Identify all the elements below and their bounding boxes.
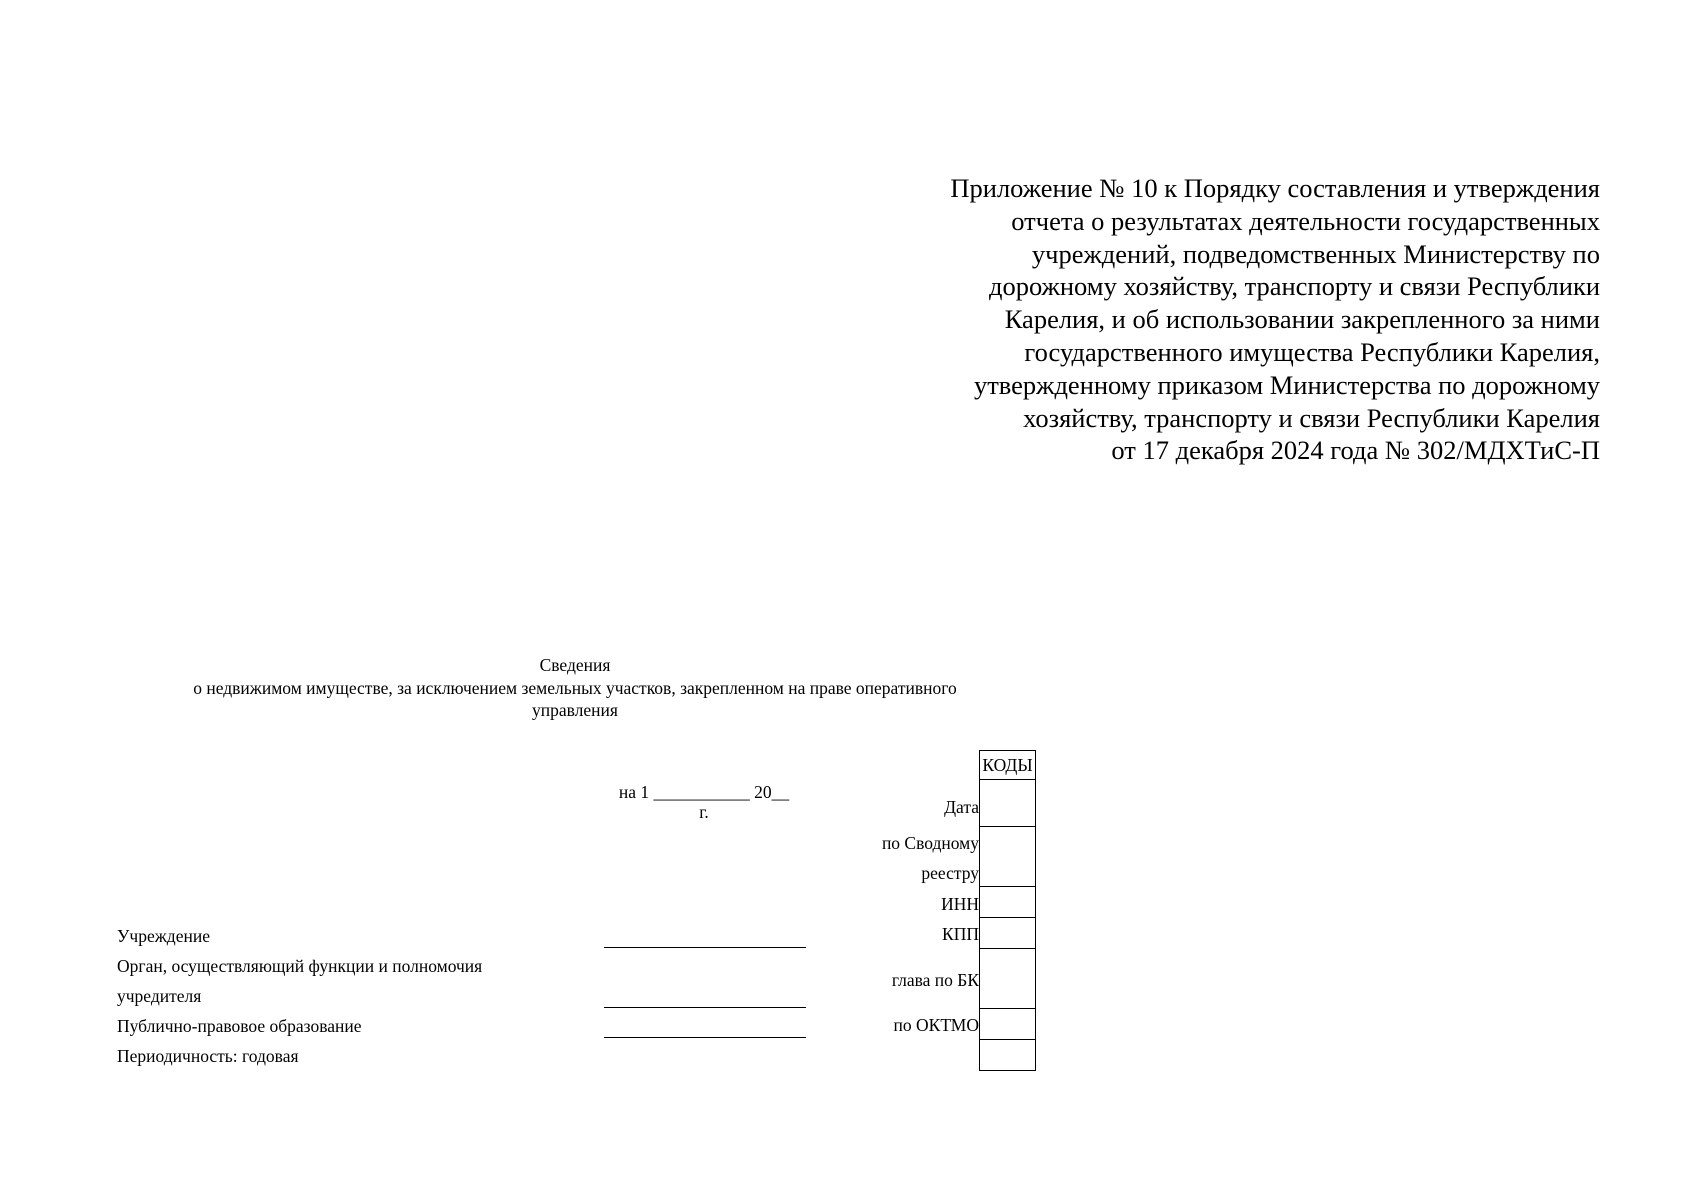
appendix-line: дорожному хозяйству, транспорту и связи Республики (988, 271, 1600, 302)
registry-label-cont: реестру (921, 863, 979, 883)
founder-label: Орган, осуществляющий функции и полномочия (117, 956, 483, 976)
oktmo-code-cell[interactable] (980, 1009, 1036, 1040)
registry-label: по Сводному (881, 833, 979, 853)
appendix-line: утвержденному приказом Министерства по дорожному (973, 369, 1600, 400)
document-heading (120, 654, 1030, 722)
heading-subtitle-cont: управления (532, 700, 618, 720)
date-code-cell[interactable] (980, 780, 1036, 827)
extra-code-cell[interactable] (980, 1040, 1036, 1071)
appendix-line: Карелия, и об использовании закрепленного за ними (1004, 304, 1600, 335)
founder-fill-line[interactable] (604, 1007, 806, 1008)
appendix-line: учреждений, подведомственных Министерству по (1031, 238, 1600, 269)
municipality-label: Публично-правовое образование (117, 1016, 362, 1036)
appendix-line: Приложение № 10 к Порядку составления и утверждения (950, 173, 1600, 203)
reporting-period (604, 782, 804, 822)
inn-code-cell[interactable] (980, 887, 1036, 918)
registry-code-cell[interactable] (980, 827, 1036, 887)
bk-label: глава по БК (891, 970, 979, 990)
codes-header: КОДЫ (980, 751, 1036, 780)
periodicity-label: Периодичность: годовая (117, 1046, 299, 1066)
appendix-line: отчета о результатах деятельности государственных (1011, 205, 1600, 236)
bk-code-cell[interactable] (980, 949, 1036, 1009)
period-date-line: на 1 ___________ 20__ (618, 782, 790, 802)
inn-label: ИНН (941, 894, 979, 914)
heading-subtitle: о недвижимом имуществе, за исключением земельных участков, закрепленном на праве оперативного (193, 677, 957, 698)
founder-label-cont: учредителя (117, 986, 202, 1006)
appendix-header (860, 172, 1600, 467)
oktmo-label: по ОКТМО (893, 1015, 979, 1035)
date-label: Дата (944, 797, 979, 817)
municipality-fill-line[interactable] (604, 1037, 806, 1038)
appendix-line: государственного имущества Республики Карелия, (1024, 336, 1600, 367)
period-year-suffix: г. (699, 802, 709, 822)
kpp-label: КПП (942, 924, 979, 944)
institution-fill-line[interactable] (604, 947, 806, 948)
institution-label: Учреждение (117, 926, 210, 946)
appendix-line: от 17 декабря 2024 года № 302/МДХТиС-П (1111, 435, 1600, 466)
heading-title: Сведения (539, 655, 611, 675)
appendix-line: хозяйству, транспорту и связи Республики Карелия (1023, 402, 1600, 433)
codes-table (979, 750, 1036, 1071)
kpp-code-cell[interactable] (980, 918, 1036, 949)
